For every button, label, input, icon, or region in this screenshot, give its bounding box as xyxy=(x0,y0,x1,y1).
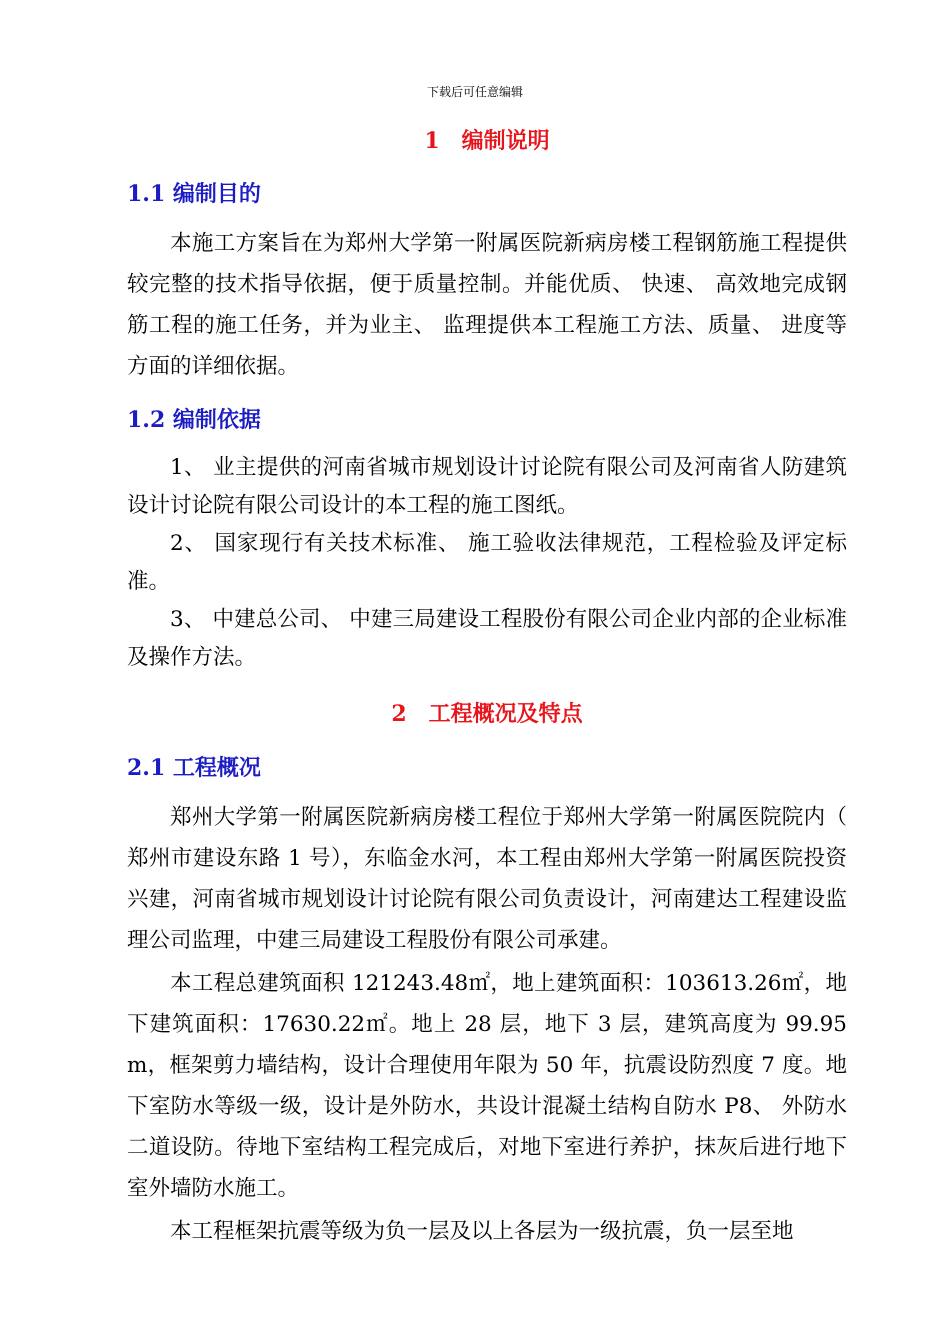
chapter-2-heading: 2 工程概况及特点 xyxy=(391,701,583,727)
section-2-1-heading: 2.1 工程概况 xyxy=(127,755,261,781)
section-1-1-paragraph: 本施工方案旨在为郑州大学第一附属医院新病房楼工程钢筋施工程提供较完整的技术指导依据，便于质量控制。并能优质、 快速、 高效地完成钢筋工程的施工任务，并为业主、 监理提供本工程施工方法、质量、 进度等方面的详细依据。 xyxy=(127,231,848,379)
section-1-2-heading: 1.2 编制依据 xyxy=(127,407,261,433)
header-note: 下载后可任意编辑 xyxy=(426,85,523,99)
overview-paragraph-2: 本工程总建筑面积 121243.48㎡，地上建筑面积：103613.26㎡，地下建筑面积：17630.22㎡。地上 28 层，地下 3 层，建筑高度为 99.95m，框架剪力墙结构，设计合理使用年限为 50 年，抗震设防烈度 7 度。地下室防水等级一级，设计是外防水，共设计混凝土结构自防水 P8、 外防水二道设防。待地下室结构工程完成后，对地下室进行养护，抹灰后进行地下室外墙防水施工。 xyxy=(127,971,847,1201)
overview-paragraph-1: 郑州大学第一附属医院新病房楼工程位于郑州大学第一附属医院院内（ 郑州市建设东路 1 号），东临金水河，本工程由郑州大学第一附属医院投资兴建，河南省城市规划设计讨论院有限公司负责设计，河南建达工程建设监理公司监理，中建三局建设工程股份有限公司承建。 xyxy=(127,805,847,953)
overview-paragraph-3: 本工程框架抗震等级为负一层及以上各层为一级抗震，负一层至地 xyxy=(170,1219,794,1244)
basis-item-3: 3、 中建总公司、 中建三局建设工程股份有限公司企业内部的企业标准及操作方法。 xyxy=(127,607,847,670)
section-1-1-heading: 1.1 编制目的 xyxy=(127,181,261,207)
basis-item-2: 2、 国家现行有关技术标准、 施工验收法律规范，工程检验及评定标准。 xyxy=(127,531,847,594)
document-body xyxy=(127,124,847,1252)
basis-item-1: 1、 业主提供的河南省城市规划设计讨论院有限公司及河南省人防建筑设计讨论院有限公司设计的本工程的施工图纸。 xyxy=(127,455,847,518)
chapter-1-heading: 1 编制说明 xyxy=(424,128,550,154)
